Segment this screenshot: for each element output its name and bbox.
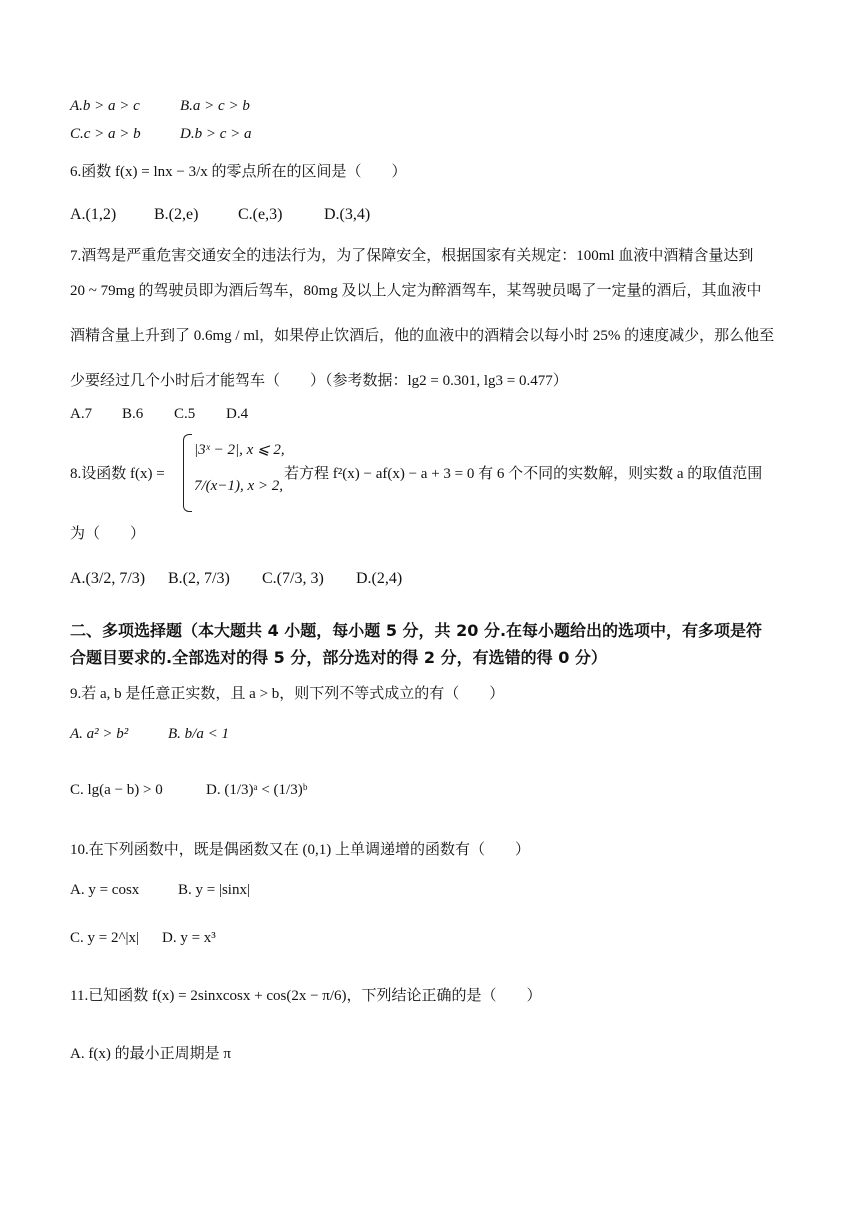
q8-line-2: 为（ ）	[70, 526, 146, 542]
q7-line-4: 少要经过几个小时后才能驾车（ ）（参考数据：lg2 = 0.301, lg3 = 0.477）	[70, 373, 568, 389]
section-2-heading-line-2: 合题目要求的.全部选对的得 5 分，部分选对的得 2 分，有选错的得 0 分）	[70, 648, 607, 667]
q10-option-a: A. y = cosx	[70, 882, 140, 898]
q8-case-2: 7/(x−1), x > 2,	[194, 478, 283, 494]
q7-line-2: 20 ~ 79mg 的驾驶员即为酒后驾车，80mg 及以上人定为醉酒驾车，某驾驶员喝了一定量的酒后，其血液中	[70, 283, 762, 299]
q11-stem: 11.已知函数 f(x) = 2sinxcosx + cos(2x − π/6)，下列结论正确的是（ ）	[70, 988, 542, 1004]
q8-suffix: 若方程 f²(x) − af(x) − a + 3 = 0 有 6 个不同的实数解，则实数 a 的取值范围	[284, 466, 763, 482]
q5-option-c	[70, 126, 141, 143]
q8-prefix: 8.设函数 f(x) =	[70, 466, 165, 482]
q6-option-b: B.(2,e)	[154, 206, 199, 223]
q5-option-d	[180, 126, 251, 143]
q10-option-b: B. y = |sinx|	[178, 882, 250, 898]
q8-option-a: A.(3/2, 7/3)	[70, 570, 146, 587]
q7-line-1: 7.酒驾是严重危害交通安全的违法行为，为了保障安全，根据国家有关规定：100ml 血液中酒精含量达到	[70, 248, 754, 264]
q9-option-b: B. b/a < 1	[168, 726, 229, 742]
section-2-heading-line-1: 二、多项选择题（本大题共 4 小题，每小题 5 分，共 20 分.在每小题给出的选项中，有多项是符	[70, 621, 763, 640]
q6-stem: 6.函数 f(x) = lnx − 3/x 的零点所在的区间是（ ）	[70, 164, 407, 180]
q9-option-a: A. a² > b²	[70, 726, 129, 742]
q6-option-a: A.(1,2)	[70, 206, 117, 223]
q10-option-d: D. y = x³	[162, 930, 216, 946]
q8-option-b: B.(2, 7/3)	[168, 570, 230, 587]
q5-option-c-text: C.c > a > b	[70, 126, 141, 142]
q5-option-a-text: A.b > a > c	[70, 98, 140, 114]
q5-option-b	[180, 98, 250, 115]
q7-option-d: D.4	[226, 406, 249, 422]
q8-option-c: C.(7/3, 3)	[262, 570, 324, 587]
q7-line-3: 酒精含量上升到了 0.6mg / ml，如果停止饮酒后，他的血液中的酒精会以每小时 25% 的速度减少，那么他至	[70, 328, 775, 344]
q7-option-c: C.5	[174, 406, 196, 422]
q10-option-c: C. y = 2^|x|	[70, 930, 140, 946]
q5-option-a	[70, 98, 140, 115]
q5-option-d-text: D.b > c > a	[180, 126, 252, 142]
q9-option-c: C. lg(a − b) > 0	[70, 782, 163, 798]
q5-option-b-text: B.a > c > b	[180, 98, 250, 114]
q9-stem: 9.若 a, b 是任意正实数，且 a > b，则下列不等式成立的有（ ）	[70, 686, 505, 702]
q6-option-d: D.(3,4)	[324, 206, 371, 223]
q7-option-a: A.7	[70, 406, 93, 422]
q8-piecewise-brace	[183, 434, 192, 512]
q8-option-d: D.(2,4)	[356, 570, 403, 587]
q9-option-d: D. (1/3)ᵃ < (1/3)ᵇ	[206, 782, 308, 798]
q11-option-a: A. f(x) 的最小正周期是 π	[70, 1046, 231, 1062]
q7-option-b: B.6	[122, 406, 144, 422]
q8-case-1: |3ˣ − 2|, x ⩽ 2,	[194, 442, 285, 458]
q6-option-c: C.(e,3)	[238, 206, 283, 223]
q10-stem: 10.在下列函数中，既是偶函数又在 (0,1) 上单调递增的函数有（ ）	[70, 842, 530, 858]
